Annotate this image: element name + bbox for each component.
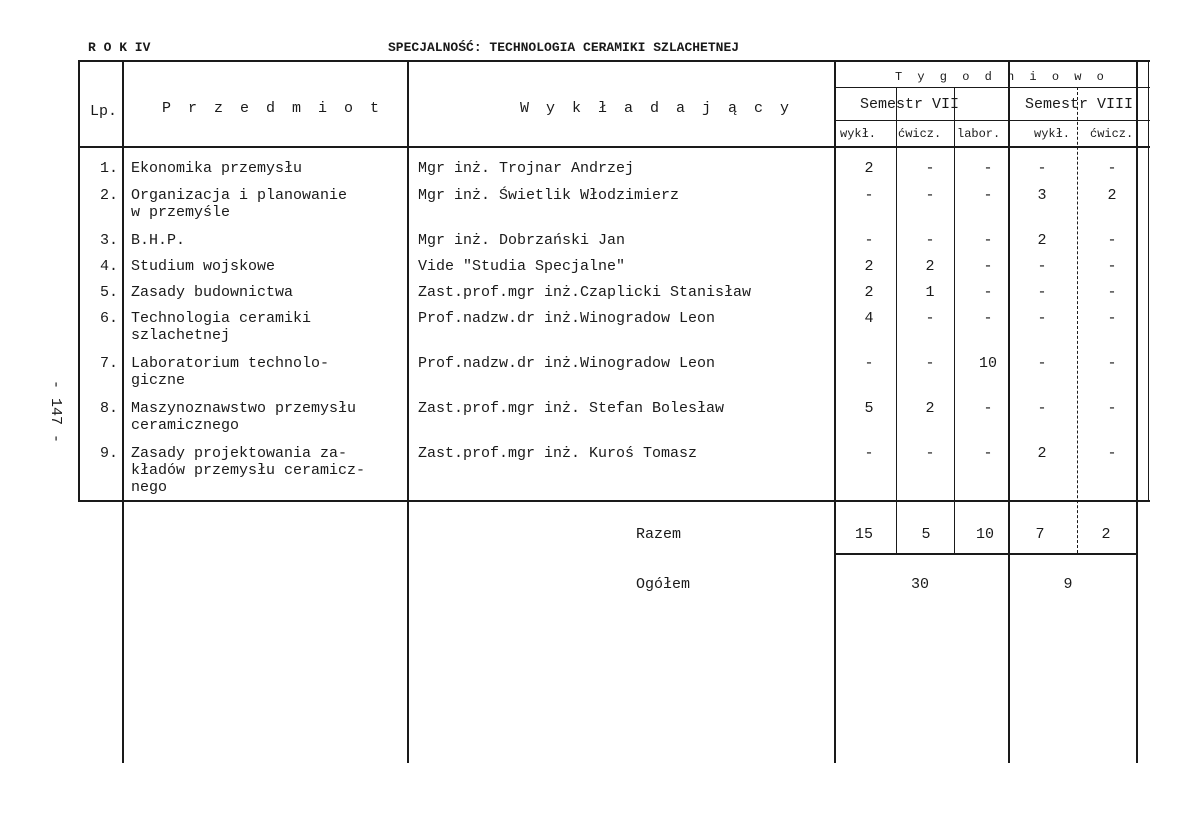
razem-sem7-lectures: 15: [854, 526, 873, 543]
row-sem8-lectures: -: [1037, 355, 1047, 372]
row-subject-cont: w przemyśle: [131, 204, 231, 221]
row-lecturer: Mgr inż. Trojnar Andrzej: [418, 160, 635, 177]
row-sem8-lectures: -: [1037, 310, 1047, 327]
header-lecturer: W y k ł a d a j ą c y: [520, 100, 794, 117]
row-lp: 3.: [100, 232, 119, 249]
col-sem8-exercises: ćwicz.: [1090, 127, 1134, 141]
row-subject: Ekonomika przemysłu: [131, 160, 303, 177]
page-number: - 147 -: [47, 380, 64, 444]
ogolem-sem7: 30: [910, 576, 929, 593]
row-sem8-exercises: -: [1107, 310, 1117, 327]
row-lp: 9.: [100, 445, 119, 462]
row-lecturer: Mgr inż. Dobrzański Jan: [418, 232, 626, 249]
row-sem7-lectures: 4: [864, 310, 874, 327]
row-sem7-exercises: -: [925, 355, 935, 372]
header-sem8: Semestr VIII: [1025, 96, 1134, 113]
ogolem-label: Ogółem: [636, 576, 691, 593]
row-sem7-labs: -: [983, 445, 993, 462]
col-sem8-lectures: wykł.: [1034, 127, 1071, 141]
row-sem7-exercises: 1: [925, 284, 935, 301]
row-sem7-exercises: -: [925, 445, 935, 462]
row-sem8-exercises: -: [1107, 160, 1117, 177]
row-sem7-labs: -: [983, 310, 993, 327]
header-subject: P r z e d m i o t: [162, 100, 384, 117]
row-sem8-exercises: -: [1107, 258, 1117, 275]
row-sem7-labs: -: [983, 232, 993, 249]
row-subject-cont: ceramicznego: [131, 417, 240, 434]
row-sem7-lectures: 2: [864, 160, 874, 177]
row-subject-cont: kładów przemysłu ceramicz-: [131, 462, 366, 479]
row-sem7-labs: -: [983, 258, 993, 275]
col-sem7-lectures: wykł.: [840, 127, 877, 141]
row-lecturer: Prof.nadzw.dr inż.Winogradow Leon: [418, 355, 716, 372]
row-sem8-lectures: -: [1037, 258, 1047, 275]
row-lecturer: Mgr inż. Świetlik Włodzimierz: [418, 187, 680, 204]
row-sem8-exercises: -: [1107, 445, 1117, 462]
specialty-title: SPECJALNOŚĆ: TECHNOLOGIA CERAMIKI SZLACHETNEJ: [388, 40, 740, 55]
razem-sem8-exercises: 2: [1101, 526, 1111, 543]
row-lp: 5.: [100, 284, 119, 301]
row-lecturer: Vide "Studia Specjalne": [418, 258, 626, 275]
row-subject: Laboratorium technolo-: [131, 355, 330, 372]
row-sem8-exercises: -: [1107, 355, 1117, 372]
row-subject: Organizacja i planowanie: [131, 187, 348, 204]
row-lp: 4.: [100, 258, 119, 275]
razem-label: Razem: [636, 526, 682, 543]
row-lp: 2.: [100, 187, 119, 204]
header-weekly: T y g o d n i o w o: [895, 70, 1108, 84]
razem-sem8-lectures: 7: [1035, 526, 1045, 543]
razem-sem7-exercises: 5: [921, 526, 931, 543]
col-sem7-exercises: ćwicz.: [898, 127, 942, 141]
row-subject: Zasady projektowania za-: [131, 445, 348, 462]
row-sem7-lectures: 5: [864, 400, 874, 417]
year-label: R O K IV: [88, 40, 151, 55]
row-subject-cont2: nego: [131, 479, 168, 496]
row-subject: Studium wojskowe: [131, 258, 276, 275]
row-lecturer: Prof.nadzw.dr inż.Winogradow Leon: [418, 310, 716, 327]
row-sem7-lectures: -: [864, 355, 874, 372]
row-sem8-lectures: -: [1037, 284, 1047, 301]
row-sem7-labs: -: [983, 400, 993, 417]
row-sem7-exercises: -: [925, 232, 935, 249]
row-sem7-labs: -: [983, 160, 993, 177]
row-sem7-exercises: 2: [925, 400, 935, 417]
row-sem8-lectures: -: [1037, 160, 1047, 177]
row-sem7-lectures: -: [864, 445, 874, 462]
row-sem8-exercises: -: [1107, 400, 1117, 417]
row-lp: 1.: [100, 160, 119, 177]
row-sem7-exercises: -: [925, 187, 935, 204]
row-lecturer: Zast.prof.mgr inż. Kuroś Tomasz: [418, 445, 698, 462]
row-sem8-exercises: -: [1107, 284, 1117, 301]
header-sem7: Semestr VII: [860, 96, 960, 113]
row-sem7-lectures: 2: [864, 284, 874, 301]
row-subject-cont: szlachetnej: [131, 327, 231, 344]
row-sem7-labs: 10: [978, 355, 997, 372]
row-lecturer: Zast.prof.mgr inż. Stefan Bolesław: [418, 400, 725, 417]
razem-sem7-labs: 10: [975, 526, 994, 543]
row-sem7-lectures: -: [864, 187, 874, 204]
row-sem8-lectures: 2: [1037, 445, 1047, 462]
row-sem7-lectures: 2: [864, 258, 874, 275]
row-subject: B.H.P.: [131, 232, 186, 249]
row-sem8-exercises: -: [1107, 232, 1117, 249]
row-subject: Technologia ceramiki: [131, 310, 312, 327]
row-sem8-lectures: 2: [1037, 232, 1047, 249]
row-sem8-lectures: -: [1037, 400, 1047, 417]
row-sem8-lectures: 3: [1037, 187, 1047, 204]
ogolem-sem8: 9: [1063, 576, 1073, 593]
row-sem7-labs: -: [983, 187, 993, 204]
row-lp: 7.: [100, 355, 119, 372]
row-sem8-exercises: 2: [1107, 187, 1117, 204]
header-lp: Lp.: [90, 103, 118, 120]
row-subject: Maszynoznawstwo przemysłu: [131, 400, 357, 417]
row-sem7-exercises: 2: [925, 258, 935, 275]
row-lp: 6.: [100, 310, 119, 327]
row-subject-cont: giczne: [131, 372, 186, 389]
row-lp: 8.: [100, 400, 119, 417]
row-sem7-exercises: -: [925, 160, 935, 177]
row-sem7-lectures: -: [864, 232, 874, 249]
row-sem7-labs: -: [983, 284, 993, 301]
col-sem7-labs: labor.: [957, 127, 1001, 141]
row-lecturer: Zast.prof.mgr inż.Czaplicki Stanisław: [418, 284, 752, 301]
row-sem7-exercises: -: [925, 310, 935, 327]
row-subject: Zasady budownictwa: [131, 284, 294, 301]
